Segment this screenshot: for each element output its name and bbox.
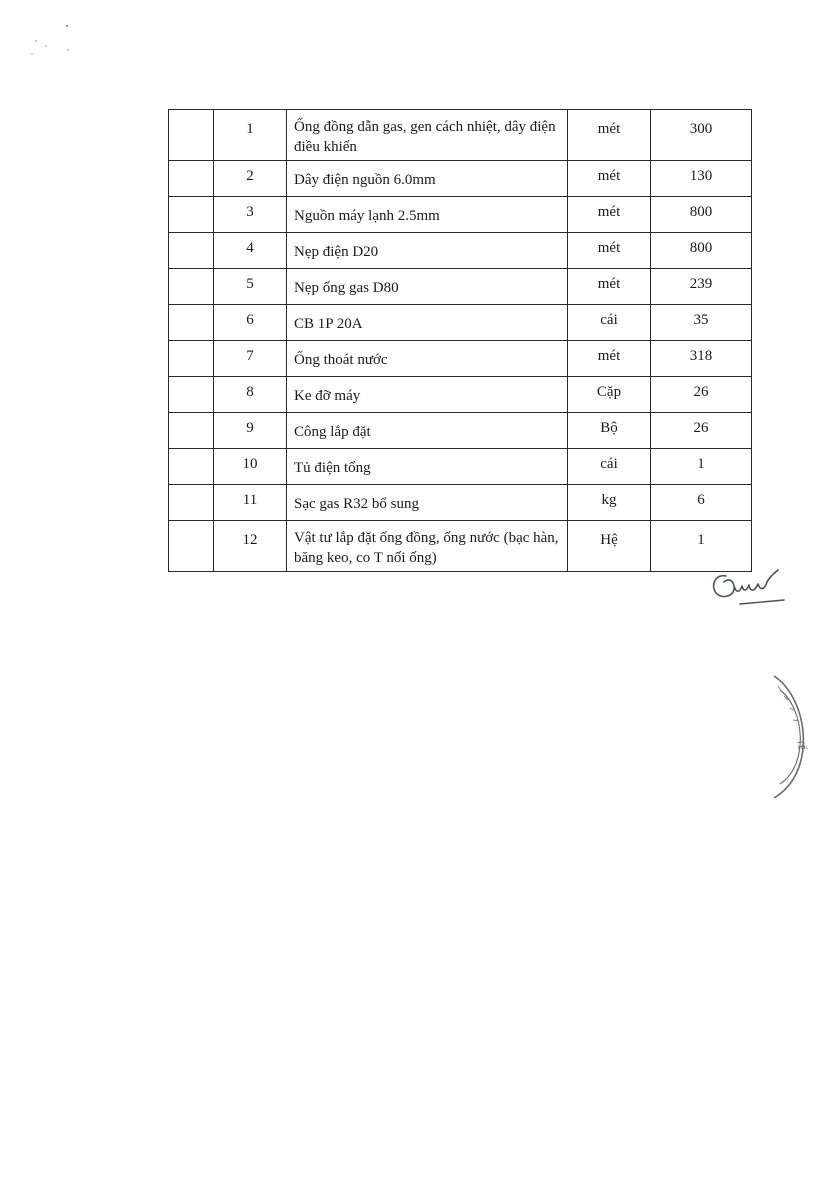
table-row (169, 269, 752, 305)
table-row (169, 233, 752, 269)
blank-cell (169, 377, 214, 413)
scan-specks (0, 0, 100, 70)
table-row (169, 161, 752, 197)
blank-cell (169, 413, 214, 449)
blank-cell (169, 305, 214, 341)
item-quantity: 800 (651, 233, 752, 269)
blank-cell (169, 449, 214, 485)
row-number: 10 (214, 449, 287, 485)
row-number: 8 (214, 377, 287, 413)
item-quantity: 239 (651, 269, 752, 305)
table-row (169, 341, 752, 377)
item-name: Công lắp đặt (287, 413, 568, 449)
item-name: Vật tư lắp đặt ống đồng, ống nước (bạc hàn, băng keo, co T nối ống) (287, 521, 568, 572)
item-unit: mét (568, 233, 651, 269)
row-number: 7 (214, 341, 287, 377)
item-unit: cái (568, 449, 651, 485)
item-quantity: 800 (651, 197, 752, 233)
item-quantity: 26 (651, 377, 752, 413)
materials-table (168, 109, 752, 572)
item-name: Ống đồng dẫn gas, gen cách nhiệt, dây điện điều khiển (287, 110, 568, 161)
blank-cell (169, 485, 214, 521)
item-name: Ống thoát nước (287, 341, 568, 377)
row-number: 4 (214, 233, 287, 269)
table-row (169, 521, 752, 572)
handwritten-signature (706, 560, 788, 610)
row-number: 11 (214, 485, 287, 521)
item-unit: cái (568, 305, 651, 341)
item-unit: kg (568, 485, 651, 521)
item-name: Nẹp điện D20 (287, 233, 568, 269)
item-unit: Bộ (568, 413, 651, 449)
table-row (169, 449, 752, 485)
table-row (169, 485, 752, 521)
blank-cell (169, 233, 214, 269)
item-quantity: 1 (651, 449, 752, 485)
row-number: 2 (214, 161, 287, 197)
blank-cell (169, 269, 214, 305)
stamp-text: TẾ (794, 738, 806, 752)
item-unit: Hệ (568, 521, 651, 572)
table-row (169, 197, 752, 233)
item-name: Ke đỡ máy (287, 377, 568, 413)
table-row (169, 305, 752, 341)
item-quantity: 130 (651, 161, 752, 197)
item-name: Nguồn máy lạnh 2.5mm (287, 197, 568, 233)
row-number: 12 (214, 521, 287, 572)
table-row (169, 413, 752, 449)
row-number: 9 (214, 413, 287, 449)
item-name: CB 1P 20A (287, 305, 568, 341)
item-unit: mét (568, 197, 651, 233)
item-name: Tủ điện tổng (287, 449, 568, 485)
item-quantity: 6 (651, 485, 752, 521)
blank-cell (169, 110, 214, 161)
row-number: 6 (214, 305, 287, 341)
item-quantity: 300 (651, 110, 752, 161)
row-number: 3 (214, 197, 287, 233)
item-quantity: 26 (651, 413, 752, 449)
item-quantity: 318 (651, 341, 752, 377)
item-unit: mét (568, 161, 651, 197)
item-name: Dây điện nguồn 6.0mm (287, 161, 568, 197)
item-quantity: 35 (651, 305, 752, 341)
item-unit: mét (568, 341, 651, 377)
item-name: Nẹp ống gas D80 (287, 269, 568, 305)
item-unit: mét (568, 269, 651, 305)
blank-cell (169, 521, 214, 572)
blank-cell (169, 341, 214, 377)
table-row (169, 110, 752, 161)
blank-cell (169, 161, 214, 197)
stamp-edge (760, 672, 830, 802)
row-number: 1 (214, 110, 287, 161)
row-number: 5 (214, 269, 287, 305)
table-row (169, 377, 752, 413)
item-unit: mét (568, 110, 651, 161)
item-quantity: 1 (651, 521, 752, 572)
item-unit: Cặp (568, 377, 651, 413)
item-name: Sạc gas R32 bổ sung (287, 485, 568, 521)
blank-cell (169, 197, 214, 233)
